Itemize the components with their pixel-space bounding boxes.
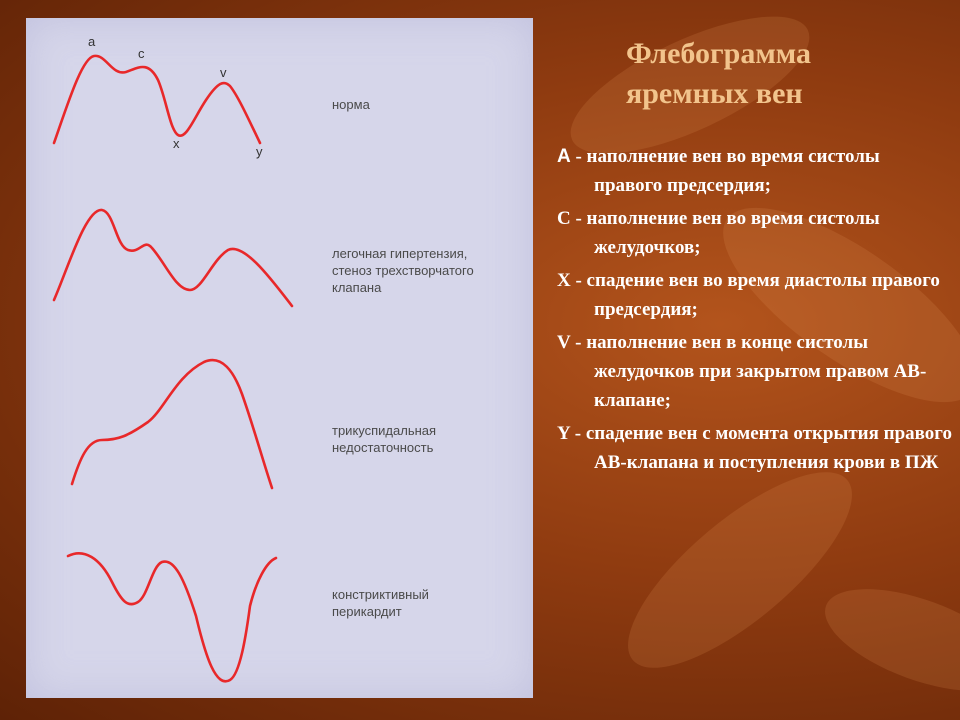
label-constrictive-pericarditis: констриктивный перикардит [332,587,429,619]
definition-v: V - наполнение вен в конце систолы желудочков при закрытом правом АВ-клапане; [557,332,927,411]
point-label-y: y [256,144,263,159]
phlebogram-figure [26,18,533,698]
curve-pulmonary-hypertension [54,210,292,306]
curve-constrictive-pericarditis [68,553,276,681]
label-normal: норма [332,97,370,112]
point-label-v: v [220,65,227,80]
definitions-list [557,142,952,481]
curve-tricuspid-insufficiency [72,360,272,488]
slide-title: Флебограмма яремных вен [626,37,811,110]
point-label-x: x [173,136,180,151]
definition-a: А - наполнение вен во время систолы правого предсердия; [557,146,880,196]
curve-normal [54,56,260,143]
point-label-a: a [88,34,96,49]
label-tricuspid-insufficiency: трикуспидальная недостаточность [332,423,437,455]
definition-y: Y - спадение вен с момента открытия правого АВ-клапана и поступления крови в ПЖ [557,423,952,473]
point-label-c: c [138,46,145,61]
label-pulmonary-hypertension: легочная гипертензия, стеноз трехстворчатого клапана [332,246,474,295]
phlebogram-curves [26,18,533,698]
definition-c: С - наполнение вен во время систолы желудочков; [557,208,880,258]
definition-x: Х - спадение вен во время диастолы правого предсердия; [557,270,940,320]
background-leaf [812,568,960,712]
